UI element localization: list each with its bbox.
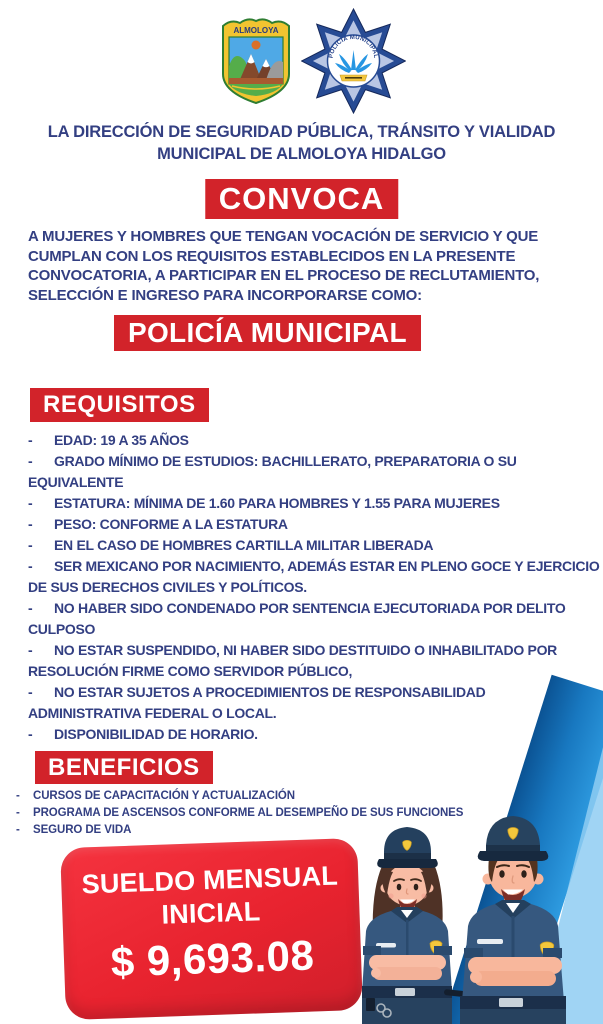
requirement-item	[28, 640, 600, 682]
police-star-badge-logo	[301, 4, 406, 117]
officer-man	[460, 816, 566, 1024]
benefit-text: PROGRAMA DE ASCENSOS CONFORME AL DESEMPEÑO DE SUS FUNCIONES	[33, 806, 464, 819]
requirement-item	[28, 535, 600, 556]
poster-title: LA DIRECCIÓN DE SEGURIDAD PÚBLICA, TRÁNSITO Y VIALIDAD MUNICIPAL DE ALMOLOYA HIDALGO	[47, 123, 556, 163]
benefit-text: SEGURO DE VIDA	[33, 823, 132, 836]
requirement-text: NO HABER SIDO CONDENADO POR SENTENCIA EJECUTORIADA POR DELITO CULPOSO	[28, 600, 566, 637]
bullet-dash: -	[28, 558, 33, 574]
requirement-item	[28, 493, 600, 514]
beneficios-heading: BENEFICIOS	[35, 751, 213, 784]
salary-card	[60, 838, 363, 1020]
bullet-dash: -	[28, 516, 33, 532]
requirement-item	[28, 598, 600, 640]
requirement-item	[28, 514, 600, 535]
convoca-banner: CONVOCA	[205, 179, 398, 219]
requirement-item	[28, 724, 600, 745]
bullet-dash: -	[28, 600, 33, 616]
salary-line-1: SUELDO MENSUAL	[81, 860, 339, 900]
bullet-dash: -	[28, 453, 33, 469]
bullet-dash: -	[28, 726, 33, 742]
requirement-text: EDAD: 19 A 35 AÑOS	[54, 432, 189, 448]
requisitos-list	[28, 430, 600, 745]
almoloya-crest-logo	[218, 16, 294, 106]
requirement-text: SER MEXICANO POR NACIMIENTO, ADEMÁS ESTAR EN PLENO GOCE Y EJERCICIO DE SUS DERECHOS CIVILES Y POLÍTICOS.	[28, 558, 600, 595]
almoloya-crest-text: ALMOLOYA	[233, 26, 279, 35]
bullet-dash: -	[28, 495, 33, 511]
police-badge-arc-text: POLICÍA MUNICIPAL	[328, 34, 379, 59]
requisitos-heading: REQUISITOS	[30, 388, 209, 422]
requirement-text: NO ESTAR SUSPENDIDO, NI HABER SIDO DESTITUIDO O INHABILITADO POR RESOLUCIÓN FIRME COMO SERVIDOR PÚBLICO,	[28, 642, 557, 679]
requirement-item	[28, 556, 600, 598]
requirement-text: PESO: CONFORME A LA ESTATURA	[54, 516, 288, 532]
requirement-text: NO ESTAR SUJETOS A PROCEDIMIENTOS DE RESPONSABILIDAD ADMINISTRATIVA FEDERAL O LOCAL.	[28, 684, 486, 721]
position-banner: POLICÍA MUNICIPAL	[114, 315, 421, 351]
bullet-dash: -	[28, 642, 33, 658]
bullet-dash: -	[16, 806, 20, 819]
police-officers-illustration	[340, 780, 603, 1024]
salary-line-2: INICIAL	[160, 896, 261, 930]
requirement-text: EN EL CASO DE HOMBRES CARTILLA MILITAR LIBERADA	[54, 537, 434, 553]
bullet-dash: -	[28, 537, 33, 553]
requirement-item	[28, 451, 600, 493]
requirement-text: GRADO MÍNIMO DE ESTUDIOS: BACHILLERATO, PREPARATORIA O SU EQUIVALENTE	[28, 453, 517, 490]
benefit-text: CURSOS DE CAPACITACIÓN Y ACTUALIZACIÓN	[33, 790, 295, 802]
requirement-text: DISPONIBILIDAD DE HORARIO.	[54, 726, 258, 742]
requirement-item	[28, 682, 600, 724]
bullet-dash: -	[16, 790, 20, 802]
requirement-item	[28, 430, 600, 451]
bullet-dash: -	[16, 823, 20, 836]
bullet-dash: -	[28, 432, 33, 448]
intro-text: A MUJERES Y HOMBRES QUE TENGAN VOCACIÓN DE SERVICIO Y QUE CUMPLAN CON LOS REQUISITOS ESTABLECIDOS EN LA PRESENTE CONVOCATORIA, A PARTICIPAR EN EL PROCESO DE RECLUTAMIENTO, SELECCIÓN E INGRESO PARA INCORPORARSE COMO:	[28, 228, 540, 304]
salary-amount: $ 9,693.08	[110, 931, 316, 986]
officer-woman	[362, 827, 476, 1024]
bullet-dash: -	[28, 684, 33, 700]
requirement-text: ESTATURA: MÍNIMA DE 1.60 PARA HOMBRES Y 1.55 PARA MUJERES	[54, 495, 500, 511]
